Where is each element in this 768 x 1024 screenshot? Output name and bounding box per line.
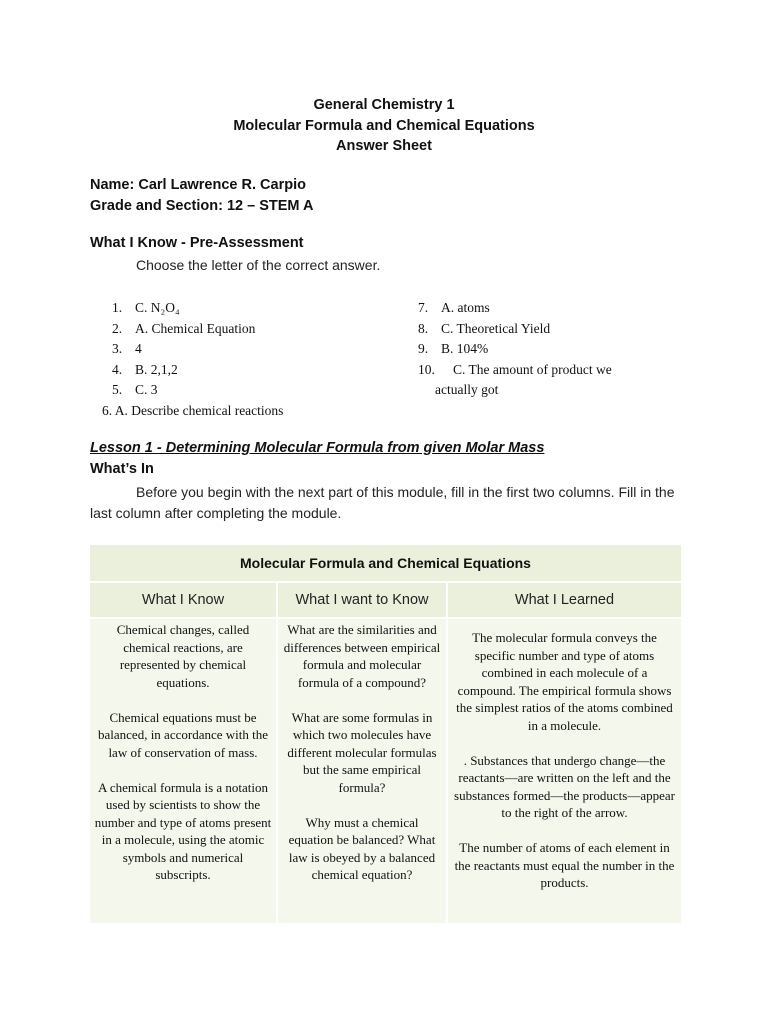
what-i-learned-cell	[448, 619, 681, 923]
header-what-i-know: What I Know	[90, 583, 276, 617]
table-title: Molecular Formula and Chemical Equations	[90, 545, 681, 581]
answer-item: 2. A. Chemical Equation	[112, 320, 256, 336]
cell-paragraph: Chemical changes, called chemical reactions, are represented by chemical equations.	[116, 622, 250, 690]
answer-item-continuation: actually got	[435, 382, 499, 397]
cell-paragraph: . Substances that undergo change—the reactants—are written on the left and the substances formed—the products—appear to the right of the arrow.	[454, 752, 675, 820]
cell-paragraph: A chemical formula is a notation used by scientists to show the number and type of atoms present in a molecule, using the atomic symbols and numerical subscripts.	[94, 779, 272, 882]
what-i-want-to-know-cell	[278, 619, 446, 923]
answer-item: 9. B. 104%	[418, 341, 489, 356]
lesson-title: Lesson 1 - Determining Molecular Formula from given Molar Mass	[90, 440, 545, 456]
answer-item: 10. C. The amount of product we	[418, 361, 612, 377]
answers-right-column	[418, 298, 718, 401]
pre-assessment-title: What I Know - Pre-Assessment	[90, 235, 304, 251]
cell-paragraph: Chemical equations must be balanced, in accordance with the law of conservation of mass.	[98, 709, 268, 760]
cell-paragraph: What are some formulas in which two molecules have different molecular formulas but the same empirical formula?	[287, 709, 437, 795]
document-header	[0, 95, 768, 157]
cell-paragraph: Why must a chemical equation be balanced? What law is obeyed by a balanced chemical equation?	[288, 814, 436, 882]
table-row	[90, 619, 681, 923]
what-i-know-cell	[90, 619, 276, 923]
grade-section: Grade and Section: 12 – STEM A	[90, 198, 314, 214]
student-info	[90, 175, 313, 217]
answer-item: 1. C. N₂O₄	[112, 300, 180, 315]
answer-item: 4. B. 2,1,2	[112, 361, 178, 377]
table-header-row	[90, 583, 681, 617]
whats-in-title: What’s In	[90, 461, 154, 477]
answer-item: 7. A. atoms	[418, 300, 490, 315]
sheet-title: Answer Sheet	[336, 138, 432, 154]
cell-paragraph: What are the similarities and differences between empirical formula and molecular formula of a compound?	[283, 622, 441, 690]
answer-item: 8. C. Theoretical Yield	[418, 320, 551, 336]
student-name: Name: Carl Lawrence R. Carpio	[90, 177, 306, 193]
answer-item: 3. 4	[112, 341, 142, 356]
kwl-table	[90, 545, 681, 923]
answer-item: 5. C. 3	[112, 382, 158, 397]
answers-left-column	[102, 298, 412, 421]
pre-assessment-instruction: Choose the letter of the correct answer.	[136, 257, 381, 273]
instruction-paragraph: Before you begin with the next part of this module, fill in the first two columns. Fill in the last column after completing the module.	[90, 484, 675, 521]
cell-paragraph: The molecular formula conveys the specific number and type of atoms combined in each molecule of a compound. The empirical formula shows the simplest ratios of the atoms combined in a molecule.	[456, 630, 673, 733]
module-title: Molecular Formula and Chemical Equations	[233, 117, 535, 134]
cell-paragraph: The number of atoms of each element in the reactants must equal the number in the products.	[454, 840, 675, 890]
header-what-i-learned: What I Learned	[448, 583, 681, 617]
answer-item: 6. A. Describe chemical reactions	[102, 402, 284, 418]
course-title: General Chemistry 1	[313, 97, 455, 113]
header-what-i-want-to-know: What I want to Know	[278, 583, 446, 617]
